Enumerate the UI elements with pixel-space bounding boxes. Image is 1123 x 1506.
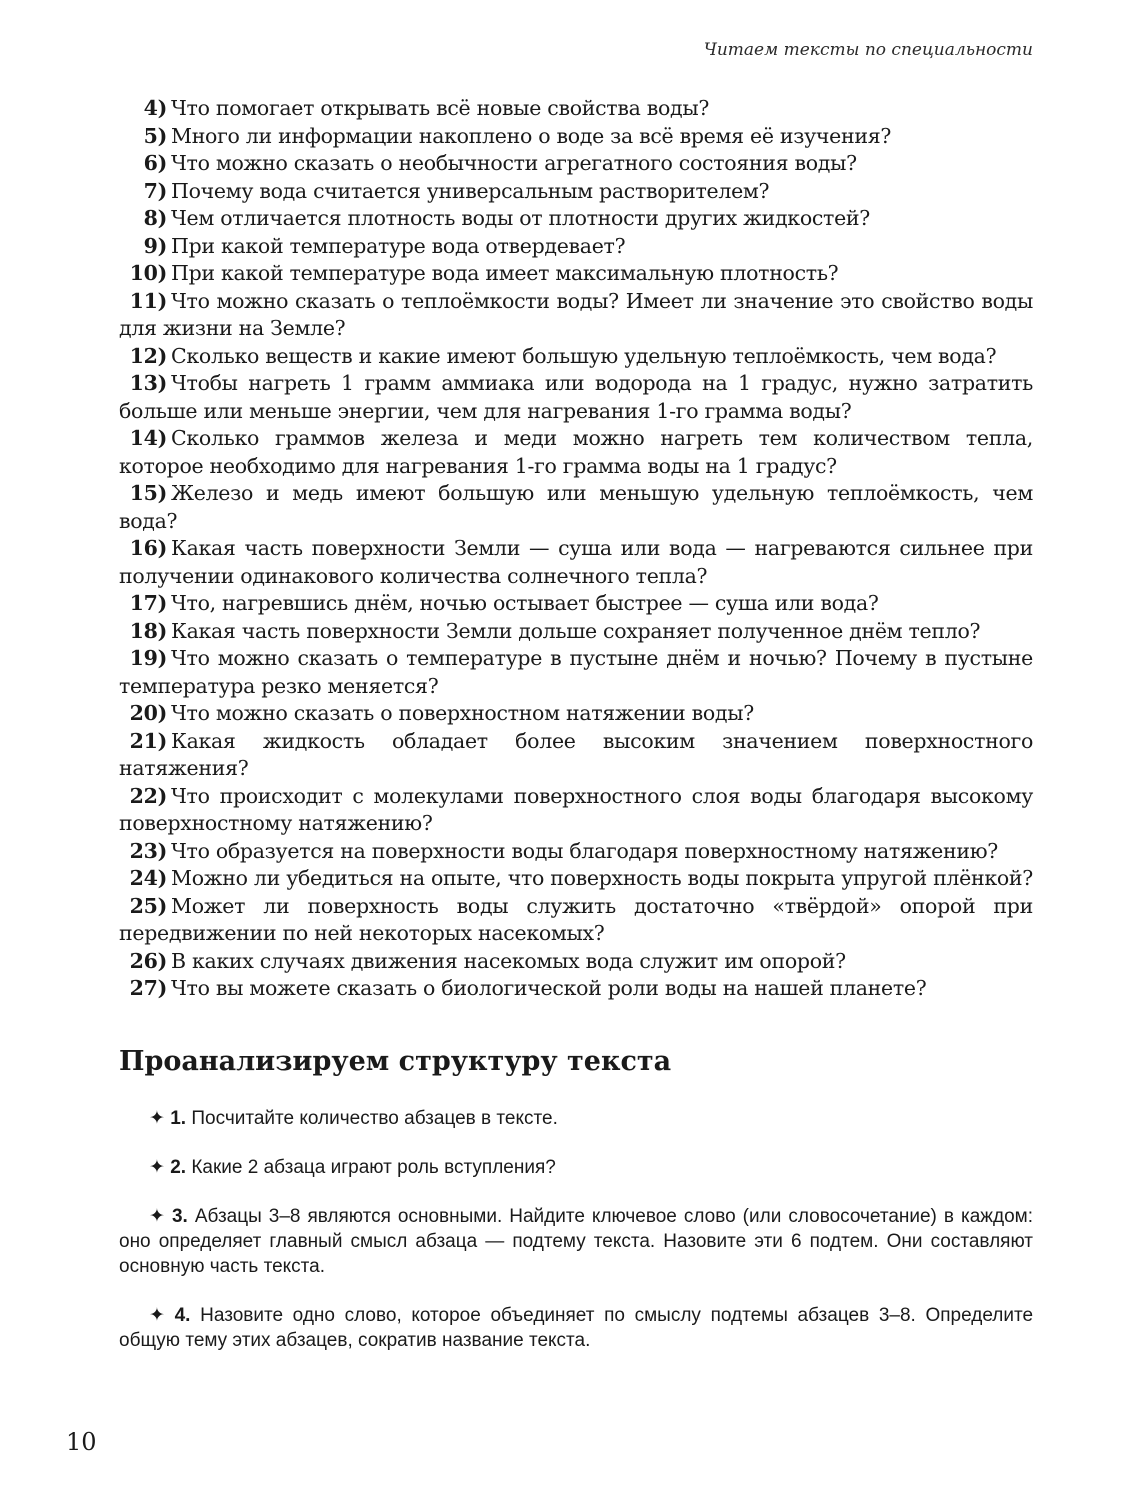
question-item [119,975,1033,1003]
task-marker-icon: ✦ [149,1157,165,1178]
question-number: 17) [129,591,167,615]
question-item [119,618,1033,646]
questions-list [119,95,1033,1003]
question-number: 10) [129,261,167,285]
task-number: 4. [174,1305,191,1326]
question-number: 4) [143,96,167,120]
task-number: 3. [171,1206,188,1227]
question-text: Какая жидкость обладает более высоким значением поверхностного натяжения? [119,728,1033,780]
question-number: 9) [143,233,167,258]
question-number: 6) [143,151,167,175]
question-number: 21) [129,728,167,753]
question-text: Какая часть поверхности Земли дольше сохраняет полученное днём тепло? [171,618,981,643]
question-item [119,343,1033,371]
task-item [119,1155,1033,1180]
question-text: Железо и медь имеют большую или меньшую удельную теплоёмкость, чем вода? [119,481,1033,533]
question-item [119,535,1033,590]
question-item [119,948,1033,976]
question-item [119,700,1033,728]
task-item [119,1106,1033,1131]
question-text: Что можно сказать о поверхностном натяжении воды? [171,701,754,725]
task-text: Какие 2 абзаца играют роль вступления? [191,1157,556,1178]
task-item [119,1204,1033,1279]
question-text: Почему вода считается универсальным растворителем? [171,178,770,203]
task-text: Посчитайте количество абзацев в тексте. [191,1108,558,1129]
question-item [119,123,1033,151]
question-item [119,370,1033,425]
question-number: 19) [129,646,167,670]
page-number: 10 [66,1428,97,1456]
task-text: Назовите одно слово, которое объединяет по смыслу подтемы абзацев 3–8. Определите общую тему этих абзацев, сократив название текста. [119,1305,1034,1351]
question-number: 26) [129,948,167,973]
question-text: Чтобы нагреть 1 грамм аммиака или водорода на 1 градус, нужно затратить больше или меньше энергии, чем для нагревания 1-го грамма воды? [119,371,1033,423]
task-number: 2. [170,1157,187,1178]
question-text: В каких случаях движения насекомых вода служит им опорой? [171,948,846,973]
question-item [119,205,1033,233]
question-text: Что происходит с молекулами поверхностного слоя воды благодаря высокому поверхностному натяжению? [119,783,1033,835]
section-title: Проанализируем структуру текста [119,1046,672,1077]
question-text: Что вы можете сказать о биологической роли воды на нашей планете? [171,976,927,1000]
question-text: Сколько веществ и какие имеют большую удельную теплоёмкость, чем вода? [171,343,997,368]
question-number: 22) [129,783,167,808]
question-item [119,590,1033,618]
running-header: Читаем тексты по специальности [703,40,1033,60]
question-item [119,893,1033,948]
task-number: 1. [170,1108,187,1129]
task-item [119,1303,1033,1353]
question-text: Что можно сказать о необычности агрегатного состояния воды? [171,151,857,175]
question-text: Можно ли убедиться на опыте, что поверхность воды покрыта упругой плёнкой? [171,866,1033,890]
question-number: 11) [129,288,167,313]
question-number: 14) [129,426,167,450]
question-text: Может ли поверхность воды служить достаточно «твёрдой» опорой при передвижении по ней некоторых насекомых? [119,893,1033,945]
question-text: Чем отличается плотность воды от плотности других жидкостей? [171,206,870,230]
question-item [119,178,1033,206]
question-text: При какой температуре вода отвердевает? [171,233,626,258]
question-text: Что, нагревшись днём, ночью остывает быстрее — суша или вода? [171,591,879,615]
question-item [119,783,1033,838]
tasks-list [119,1106,1033,1377]
question-text: Что можно сказать о теплоёмкости воды? Имеет ли значение это свойство воды для жизни на Земле? [119,288,1033,340]
question-item [119,480,1033,535]
question-number: 5) [143,123,167,148]
question-text: Что можно сказать о температуре в пустыне днём и ночью? Почему в пустыне температура резко меняется? [119,646,1033,698]
question-text: Что помогает открывать всё новые свойства воды? [171,96,710,120]
question-text: Сколько граммов железа и меди можно нагреть тем количеством тепла, которое необходимо для нагревания 1-го грамма воды на 1 градус? [119,426,1033,478]
task-text: Абзацы 3–8 являются основными. Найдите ключевое слово (или словосочетание) в каждом: оно определяет главный смысл абзаца — подтему текста. Назовите эти 6 подтем. Они составляют основную часть текста. [119,1206,1034,1277]
question-number: 13) [129,371,167,395]
question-text: Много ли информации накоплено о воде за всё время её изучения? [171,123,892,148]
question-item [119,150,1033,178]
task-marker-icon: ✦ [149,1206,165,1227]
question-item [119,838,1033,866]
question-item [119,233,1033,261]
question-number: 15) [129,481,167,505]
question-text: Что образуется на поверхности воды благодаря поверхностному натяжению? [171,838,998,863]
question-number: 25) [129,893,167,918]
question-number: 27) [129,976,167,1000]
question-item [119,865,1033,893]
question-number: 23) [129,838,167,863]
question-item [119,288,1033,343]
question-number: 20) [129,701,167,725]
task-marker-icon: ✦ [149,1108,165,1129]
question-text: Какая часть поверхности Земли — суша или вода — нагреваются сильнее при получении одинакового количества солнечного тепла? [119,536,1033,588]
question-item [119,728,1033,783]
question-item [119,260,1033,288]
question-number: 16) [129,536,167,560]
question-number: 8) [143,206,167,230]
question-number: 7) [143,178,167,203]
question-number: 18) [129,618,167,643]
task-marker-icon: ✦ [149,1305,165,1326]
question-item [119,645,1033,700]
question-text: При какой температуре вода имеет максимальную плотность? [171,261,839,285]
question-item [119,95,1033,123]
question-item [119,425,1033,480]
question-number: 12) [129,343,167,368]
question-number: 24) [129,866,167,890]
